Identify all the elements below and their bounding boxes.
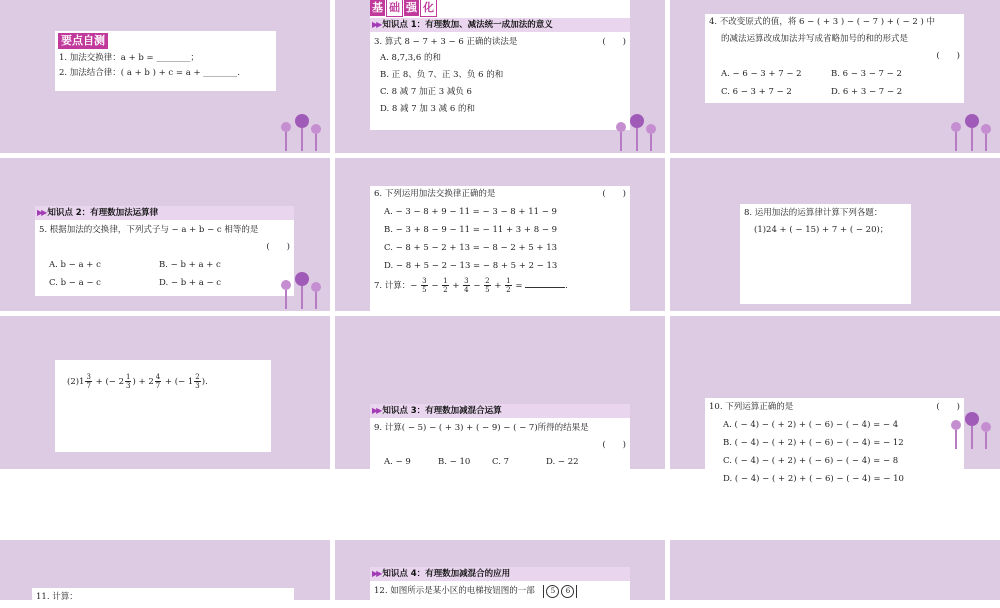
knowledge-point-banner: ▶▶ 知识点 1：有理数加、减法统一成加法的意义	[370, 18, 630, 32]
slide-thumbnail-7[interactable]	[0, 316, 330, 469]
option-a: A. b − a + c	[49, 260, 101, 270]
slide-thumbnail-11[interactable]	[335, 540, 665, 600]
answer-blank	[525, 278, 565, 288]
option-d: D. − 22	[546, 457, 579, 467]
question-5: 5. 根据加法的交换律，下列式子与 − a + b − c 相等的是	[39, 225, 259, 235]
option-b: B. 6 − 3 − 7 − 2	[831, 69, 902, 79]
question-6: 6. 下列运用加法交换律正确的是 ( )	[370, 186, 630, 203]
fraction: $\frac{3}{4}$	[464, 277, 469, 294]
answer-bracket: ( )	[936, 402, 960, 412]
question-8: 8. 运用加法的运算律计算下列各题：	[744, 208, 883, 218]
option-b: B. − 10	[438, 457, 471, 467]
knowledge-point-banner: ▶▶ 知识点 4：有理数加减混合的应用	[370, 567, 630, 581]
slide-thumbnail-6[interactable]	[670, 158, 1000, 311]
arrow-icon: ▶▶	[372, 406, 381, 415]
question-card	[370, 0, 630, 130]
slide-thumbnail-8[interactable]	[335, 316, 665, 469]
fraction: $\frac{1}{2}$	[506, 277, 511, 294]
option-a: A. 8,7,3,6 的和	[380, 53, 441, 63]
question-card	[55, 31, 276, 91]
question-card	[35, 206, 294, 296]
answer-bracket: ( )	[266, 242, 290, 252]
option-b: B. − 3 + 8 − 9 − 11 = − 11 + 3 + 8 − 9	[384, 225, 558, 235]
option-c: C. 7	[492, 457, 510, 467]
slide-thumbnail-12[interactable]	[670, 540, 1000, 600]
option-b: B. 正 8、负 7、正 3、负 6 的和	[380, 70, 504, 80]
option-a: A. − 9	[384, 457, 411, 467]
question-2: 2. 加法结合律：( a + b ) + c = a + ________.	[59, 68, 240, 78]
question-9: 9. 计算( − 5) − ( + 3) + ( − 9) − ( − 7)所得的结果是	[374, 423, 589, 433]
flower-decoration-icon	[944, 409, 996, 449]
fraction: $\frac{2}{5}$	[485, 277, 490, 294]
question-8-part-1: (1)24 + ( − 15) + 7 + ( − 20)；	[754, 225, 889, 235]
arrow-icon: ▶▶	[372, 569, 381, 578]
flower-decoration-icon	[609, 111, 661, 151]
option-d: D. − b + a − c	[159, 278, 222, 288]
question-card	[370, 567, 630, 607]
option-c: C. 8 减 7 加正 3 减负 6	[380, 87, 472, 97]
question-4-line-2: 的减法运算改成加法并写成省略加号的和的形式是	[721, 34, 909, 44]
option-d: D. − 8 + 5 − 2 − 13 = − 8 + 5 + 2 − 13	[384, 261, 558, 271]
option-b: B. − b + a + c	[159, 260, 221, 270]
question-card	[370, 186, 630, 314]
answer-bracket: ( )	[602, 440, 626, 450]
question-10: 10. 下列运算正确的是 ( )	[705, 398, 964, 416]
knowledge-point-banner: ▶▶ 知识点 3：有理数加减混合运算	[370, 404, 630, 418]
answer-row	[370, 437, 630, 453]
question-card	[55, 360, 271, 452]
question-card	[705, 398, 964, 494]
question-12: 12. 如图所示是某小区的电梯按钮图的一部 5 6	[370, 583, 630, 599]
question-8-part-2: (2)1 $\frac{3}{7}$ + (− 2 $\frac{1}{3}$ ) + 2 $\frac{4}{7}$ + (− 1 $\frac{2}{3}$ ).	[67, 373, 208, 390]
options-row-1	[705, 65, 964, 83]
elevator-button-panel	[543, 585, 577, 598]
question-card	[705, 14, 964, 103]
option-a: A. − 3 − 8 + 9 − 11 = − 3 − 8 + 11 − 9	[384, 207, 557, 217]
slide-thumbnail-1[interactable]	[0, 0, 330, 153]
option-c: C. − 8 + 5 − 2 + 13 = − 8 − 2 + 5 + 13	[384, 243, 558, 253]
question-3: 3. 算式 8 − 7 + 3 − 6 正确的读法是 ( )	[370, 34, 630, 50]
question-7: 7. 计算：− $\frac{3}{5}$ − $\frac{1}{2}$ + $\frac{3}{4}$ − $\frac{2}{5}$ + $\frac{1}{2}$ = .	[374, 277, 568, 294]
option-a: A. − 6 − 3 + 7 − 2	[721, 69, 802, 79]
slide-thumbnail-9[interactable]	[670, 316, 1000, 484]
question-card	[32, 588, 294, 608]
options-row-2	[35, 274, 294, 292]
fraction: $\frac{1}{2}$	[443, 277, 448, 294]
slide-thumbnail-5[interactable]	[335, 158, 665, 311]
answer-row	[35, 239, 294, 256]
slide-thumbnail-10[interactable]	[0, 540, 330, 600]
option-c: C. ( − 4) − ( + 2) + ( − 6) − ( − 4) = − 8	[723, 456, 899, 466]
option-a: A. ( − 4) − ( + 2) + ( − 6) − ( − 4) = − 4	[723, 420, 899, 430]
knowledge-point-banner: ▶▶ 知识点 2：有理数加法运算律	[35, 206, 294, 220]
question-11: 11. 计算：	[36, 592, 78, 602]
option-b: B. ( − 4) − ( + 2) + ( − 6) − ( − 4) = − 12	[723, 438, 904, 448]
slide-thumbnail-2[interactable]	[335, 0, 665, 153]
slide-thumbnail-4[interactable]	[0, 158, 330, 311]
elevator-button: 5	[546, 585, 559, 598]
option-d: D. 6 + 3 − 7 − 2	[831, 87, 903, 97]
question-card	[370, 404, 630, 482]
question-card	[740, 204, 911, 304]
slide-thumbnail-3[interactable]	[670, 0, 1000, 153]
fraction: $\frac{3}{5}$	[422, 277, 427, 294]
options-row-2	[705, 83, 964, 101]
question-4-line-1: 4. 不改变原式的值，将 6 − ( + 3 ) − ( − 7 ) + ( − 2 ) 中	[709, 17, 936, 27]
answer-row	[705, 48, 964, 65]
section-header: 基 础 强 化	[372, 1, 434, 14]
arrow-icon: ▶▶	[37, 208, 46, 217]
options-row	[370, 453, 630, 471]
answer-bracket: ( )	[602, 37, 626, 47]
question-1: 1. 加法交换律：a + b = ________；	[59, 53, 199, 63]
option-d: D. ( − 4) − ( + 2) + ( − 6) − ( − 4) = − 10	[723, 474, 904, 484]
options-row-1	[35, 256, 294, 274]
section-header: 要点自测	[58, 33, 108, 49]
flower-decoration-icon	[944, 111, 996, 151]
option-d: D. 8 减 7 加 3 减 6 的和	[380, 104, 475, 114]
answer-bracket: ( )	[602, 189, 626, 199]
option-c: C. 6 − 3 + 7 − 2	[721, 87, 792, 97]
answer-bracket: ( )	[936, 51, 960, 61]
flower-decoration-icon	[274, 269, 326, 309]
elevator-button: 6	[561, 585, 574, 598]
arrow-icon: ▶▶	[372, 20, 381, 29]
flower-decoration-icon	[274, 111, 326, 151]
option-c: C. b − a − c	[49, 278, 101, 288]
